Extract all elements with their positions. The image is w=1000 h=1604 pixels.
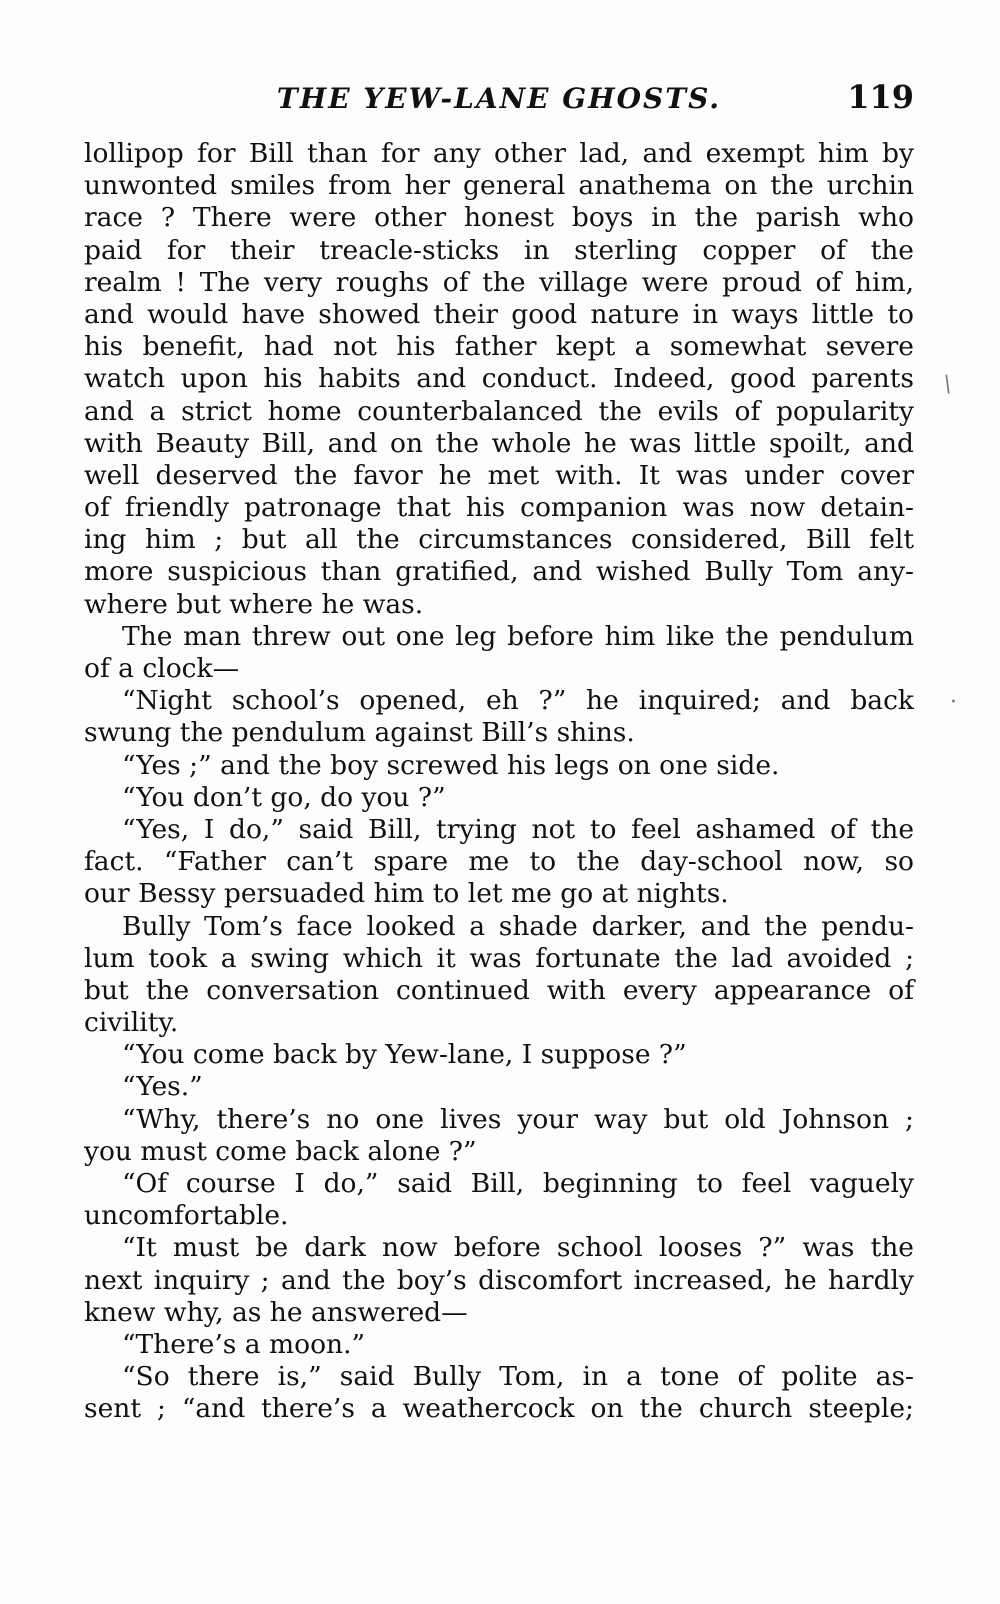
text-line: of a clock— [84,653,240,684]
text-line: “Of course I do,” said Bill, beginning to feel vaguely [122,1168,914,1199]
text-line: “Night school’s opened, eh ?” he inquired; and back [122,685,914,717]
text-line: “There’s a moon.” [122,1328,366,1360]
text-line: next inquiry ; and the boy’s discomfort increased, he hardly [84,1264,914,1296]
page-number: 119 [847,78,914,116]
text-line: ing him ; but all the circumstances considered, Bill felt [84,524,914,556]
text-line: watch upon his habits and conduct. Indeed, good parents [84,363,914,395]
text-line: his benefit, had not his father kept a somewhat severe [84,331,914,363]
text-line: realm ! The very roughs of the village were proud of him, [84,266,914,298]
text-line: of friendly patronage that his companion was now detain- [84,492,914,524]
stray-pencil-mark: / [939,371,957,398]
text-line: “You come back by Yew-lane, I suppose ?” [122,1039,687,1071]
text-line: where but where he was. [84,588,424,620]
text-line: knew why, as he answered— [84,1296,468,1328]
text-line: well deserved the favor he met with. It was under cover [84,459,914,491]
text-line: “You don’t go, do you ?” [122,781,446,813]
stray-dot-mark: · [950,690,957,715]
text-line: “So there is,” said Bully Tom, in a tone of polite as- [122,1361,914,1393]
text-line: race ? There were other honest boys in the parish who [84,202,914,234]
text-line: with Beauty Bill, and on the whole he was little spoilt, and [84,427,914,459]
text-line: our Bessy persuaded him to let me go at nights. [84,878,729,910]
text-line: unwonted smiles from her general anathema on the urchin [84,170,914,202]
text-line: and would have showed their good nature in ways little to [84,298,914,330]
text-line: “It must be dark now before school looses ?” was the [122,1232,914,1264]
running-head: THE YEW-LANE GHOSTS. [276,82,722,115]
text-line: sent ; “and there’s a weathercock on the church steeple; [84,1393,914,1425]
text-line: “Why, there’s no one lives your way but old Johnson ; [122,1103,914,1135]
text-line: paid for their treacle-sticks in sterling copper of the [84,234,914,266]
text-line: fact. “Father can’t spare me to the day-school now, so [84,846,914,878]
text-line: swung the pendulum against Bill’s shins. [84,717,635,749]
page-header [84,78,914,124]
text-line: “Yes ;” and the boy screwed his legs on one side. [122,749,780,781]
text-line: lum took a swing which it was fortunate the lad avoided ; [84,942,914,974]
text-line: civility. [84,1007,179,1039]
text-line: and a strict home counterbalanced the evils of popularity [84,395,914,427]
text-line: but the conversation continued with every appearance of [84,974,914,1006]
text-line: uncomfortable. [84,1200,289,1232]
text-line: lollipop for Bill than for any other lad, and exempt him by [84,138,914,169]
text-line: Bully Tom’s face looked a shade darker, and the pendu- [122,910,914,942]
text-line: more suspicious than gratified, and wished Bully Tom any- [84,556,914,588]
body-text [84,138,914,1426]
text-line: “Yes, I do,” said Bill, trying not to feel ashamed of the [122,813,914,845]
text-line: you must come back alone ?” [84,1135,477,1167]
text-line: “Yes.” [122,1071,203,1103]
text-line: The man threw out one leg before him like the pendulum [122,620,914,652]
